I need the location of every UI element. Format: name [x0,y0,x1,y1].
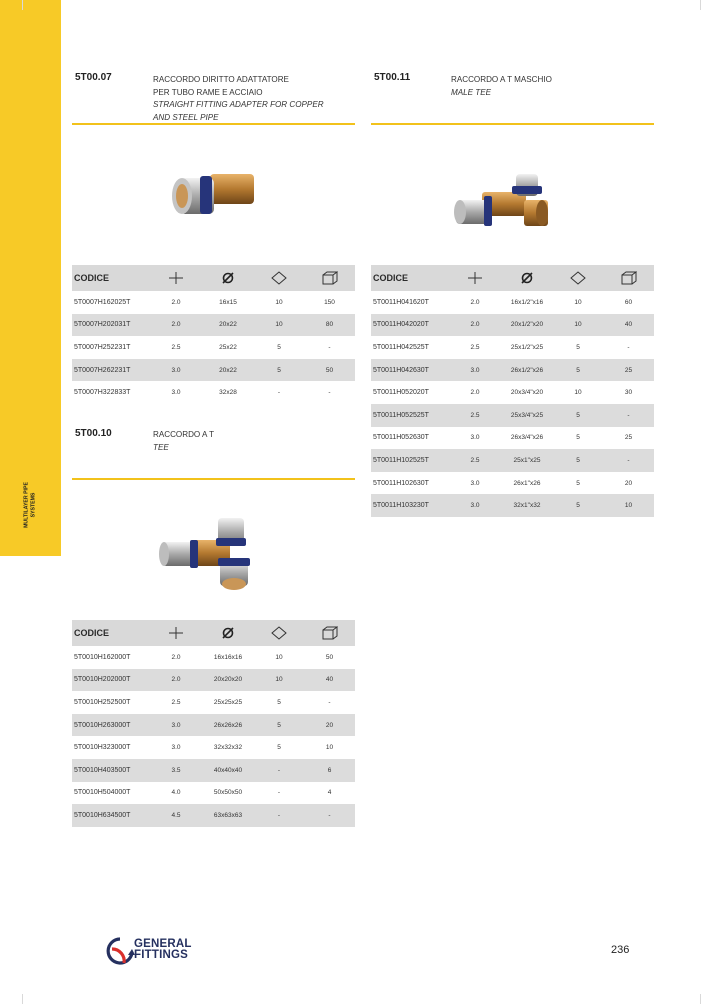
column-header-code: CODICE [72,620,150,646]
product-description-5t0011 [451,74,552,99]
table-cell: - [254,804,304,827]
table-row [72,381,355,404]
table-cell: 2.0 [171,653,181,661]
desc-en-line: MALE TEE [451,87,492,97]
table-cell: 32x32x32 [213,744,243,752]
product-code-cell: 5T0010H252500T [74,698,131,706]
table-body [72,646,355,827]
spec-table-5t0007 [72,265,355,404]
thickness-icon [467,271,483,285]
table-cell: 32x1"x32 [501,494,553,517]
table-cell: 5 [553,404,603,427]
table-cell: 10 [574,298,582,306]
table-body [72,291,355,404]
desc-it-line: PER TUBO RAME E ACCIAIO [153,87,263,97]
table-row [72,691,355,714]
crop-mark [700,0,709,10]
table-row [371,291,654,314]
table-cell: - [627,343,630,351]
product-code-cell: 5T0007H262231T [72,359,150,382]
product-code-cell: 5T0011H042630T [371,359,449,382]
product-code-cell: 5T0011H052630T [373,434,429,442]
table-cell: 25x3/4"x25 [501,404,553,427]
divider-line [72,123,355,125]
table-cell: 5 [254,714,304,737]
table-cell: 3.0 [150,359,202,382]
package-icon [570,271,586,285]
product-code-cell: 5T0007H202031T [72,314,150,337]
box-icon [322,271,338,285]
crop-mark [22,994,31,1004]
table-row [371,336,654,359]
column-header-thickness [150,620,202,646]
table-row [72,782,355,805]
table-cell: 4.0 [171,789,181,797]
table-cell: 2.0 [470,298,480,306]
table-cell: 40x40x40 [202,759,254,782]
column-header-thickness [449,265,501,291]
table-cell: - [603,449,654,472]
table-row [371,404,654,427]
product-code-cell: 5T0007H252231T [74,343,131,351]
table-cell: 20 [624,479,633,487]
table-cell: 32x28 [219,389,237,397]
table-cell: 5 [576,434,580,442]
table-cell: - [603,404,654,427]
diameter-icon [520,271,534,285]
fitting-photo-tee [158,512,268,596]
table-row [72,291,355,314]
table-cell: 2.5 [449,404,501,427]
column-header-box [304,265,355,291]
table-row [72,314,355,337]
table-cell: 26x3/4"x26 [510,434,544,442]
table-cell: 26x1"x26 [513,479,541,487]
table-cell: 5 [553,494,603,517]
desc-en-line: STRAIGHT FITTING ADAPTER FOR COPPER [153,100,324,109]
table-cell: 10 [275,298,283,306]
table-cell: 26x1/2"x26 [501,359,553,382]
product-code-cell: 5T0011H103230T [371,494,449,517]
table-cell: 2.0 [171,298,181,306]
table-cell: 50 [325,653,334,661]
table-row [72,736,355,759]
table-cell: 50x50x50 [213,789,243,797]
crop-mark [700,994,709,1004]
table-body [371,291,654,517]
table-cell: 150 [324,298,335,306]
table-cell: 3.0 [150,714,202,737]
table-cell: 5 [254,359,304,382]
table-row [371,449,654,472]
brand-name [134,939,192,961]
product-code-cell: 5T0011H052020T [373,389,429,397]
table-cell: 3.0 [470,434,480,442]
table-cell: 25 [603,359,654,382]
box-icon [322,626,338,640]
table-cell: 60 [624,298,633,306]
table-cell: 5 [576,343,580,351]
table-cell: 20x3/4"x20 [510,389,544,397]
product-code-5t0011: 5T00.11 [374,72,411,83]
desc-en-line: AND STEEL PIPE [153,112,219,122]
table-cell: 26x26x26 [202,714,254,737]
column-header-code: CODICE [72,265,150,291]
table-cell: 2.0 [449,314,501,337]
table-cell: 10 [275,653,283,661]
table-cell: 16x15 [219,298,237,306]
crop-mark [22,0,31,10]
product-code-cell: 5T0010H504000T [74,789,131,797]
product-code-cell: 5T0010H263000T [72,714,150,737]
package-icon [271,626,287,640]
table-row [72,669,355,692]
product-code-cell: 5T0010H403500T [72,759,150,782]
fitting-photo-male-tee [452,166,564,238]
table-cell: 25x22 [219,343,237,351]
column-header-diameter [202,620,254,646]
table-cell: 6 [304,759,355,782]
table-cell: 40 [304,669,355,692]
table-cell: 4 [327,789,332,797]
column-header-package [254,265,304,291]
desc-it-line: RACCORDO A T MASCHIO [451,75,552,84]
product-code-cell: 5T0011H042525T [373,343,429,351]
table-cell: 3.0 [470,479,480,487]
table-cell: 3.0 [449,359,501,382]
product-code-5t0010: 5T00.10 [75,428,112,439]
column-header-diameter [202,265,254,291]
sidebar-label: MULTILAYER PIPE SYSTEMS [23,482,36,528]
table-cell: 2.0 [150,314,202,337]
column-header-package [553,265,603,291]
spec-table-5t0010 [72,620,355,827]
table-row [371,359,654,382]
table-cell: 4.5 [150,804,202,827]
product-code-cell: 5T0011H052525T [371,404,449,427]
table-cell: - [277,389,281,397]
column-header-package [254,620,304,646]
thickness-icon [168,271,184,285]
table-cell: - [328,698,331,706]
box-icon [621,271,637,285]
column-header-code: CODICE [371,265,449,291]
table-cell: 25x25x25 [213,698,243,706]
table-cell: - [304,804,355,827]
table-cell: 10 [254,669,304,692]
table-cell: 10 [325,744,334,752]
table-cell: 2.5 [470,343,480,351]
table-cell: 80 [304,314,355,337]
product-code-cell: 5T0010H162000T [74,653,131,661]
divider-line [72,478,355,480]
page-number: 236 [611,944,630,956]
product-description-5t0007 [153,74,324,124]
product-code-5t0007: 5T00.07 [75,72,112,83]
product-code-cell: 5T0007H162025T [74,298,131,306]
table-row [371,472,654,495]
product-code-cell: 5T0010H323000T [74,744,131,752]
table-cell: 30 [624,389,633,397]
table-cell: 5 [277,744,281,752]
table-row [72,359,355,382]
table-cell: 5 [553,359,603,382]
product-code-cell: 5T0011H041620T [373,298,429,306]
table-cell: 2.0 [470,389,480,397]
table-cell: 16x16x16 [213,653,243,661]
table-cell: 20x1/2"x20 [501,314,553,337]
product-code-cell: 5T0011H102525T [371,449,449,472]
table-cell: 10 [574,389,582,397]
table-cell: 63x63x63 [202,804,254,827]
table-cell: 20x22 [202,314,254,337]
package-icon [271,271,287,285]
table-cell: - [277,789,281,797]
thickness-icon [168,626,184,640]
table-cell: 25x1"x25 [501,449,553,472]
table-row [72,646,355,669]
diameter-icon [221,271,235,285]
column-header-box [304,620,355,646]
column-header-thickness [150,265,202,291]
product-code-cell: 5T0007H322833T [74,389,131,397]
table-row [371,494,654,517]
table-cell: 5 [277,343,281,351]
table-cell: 5 [576,479,580,487]
table-cell: 3.5 [150,759,202,782]
diameter-icon [221,626,235,640]
table-cell: 2.5 [449,449,501,472]
table-cell: - [328,343,331,351]
table-cell: 50 [304,359,355,382]
column-header-box [603,265,654,291]
table-cell: 5 [553,449,603,472]
table-cell: 25x1/2"x25 [510,343,544,351]
table-cell: 20x20x20 [202,669,254,692]
table-row [72,804,355,827]
table-row [371,381,654,404]
table-cell: - [328,389,331,397]
brand-line: FITTINGS [134,949,188,961]
spec-table-5t0011 [371,265,654,517]
desc-en-line: TEE [153,442,169,452]
table-cell: 3.0 [171,389,181,397]
table-cell: 10 [254,314,304,337]
fitting-photo-straight-adapter [160,160,270,230]
table-cell: 20 [304,714,355,737]
brand-line: GENERAL [134,938,192,950]
table-cell: 10 [603,494,654,517]
table-row [371,314,654,337]
table-cell: 16x1/2"x16 [510,298,544,306]
column-header-diameter [501,265,553,291]
table-row [72,714,355,737]
table-cell: 5 [277,698,281,706]
table-cell: 2.5 [171,343,181,351]
product-code-cell: 5T0011H102630T [373,479,429,487]
desc-it-line: RACCORDO A T [153,430,215,439]
table-cell: - [254,759,304,782]
table-cell: 10 [553,314,603,337]
table-cell: 3.0 [171,744,181,752]
table-row [72,336,355,359]
product-code-cell: 5T0010H634500T [72,804,150,827]
product-code-cell: 5T0010H202000T [72,669,150,692]
table-cell: 20x22 [202,359,254,382]
divider-line [371,123,654,125]
table-cell: 3.0 [449,494,501,517]
desc-it-line: RACCORDO DIRITTO ADATTATORE [153,75,289,84]
table-row [371,427,654,450]
product-description-5t0010 [153,429,214,454]
table-cell: 25 [624,434,633,442]
table-cell: 2.0 [150,669,202,692]
table-row [72,759,355,782]
table-cell: 40 [603,314,654,337]
table-cell: 2.5 [171,698,181,706]
product-code-cell: 5T0011H042020T [371,314,449,337]
